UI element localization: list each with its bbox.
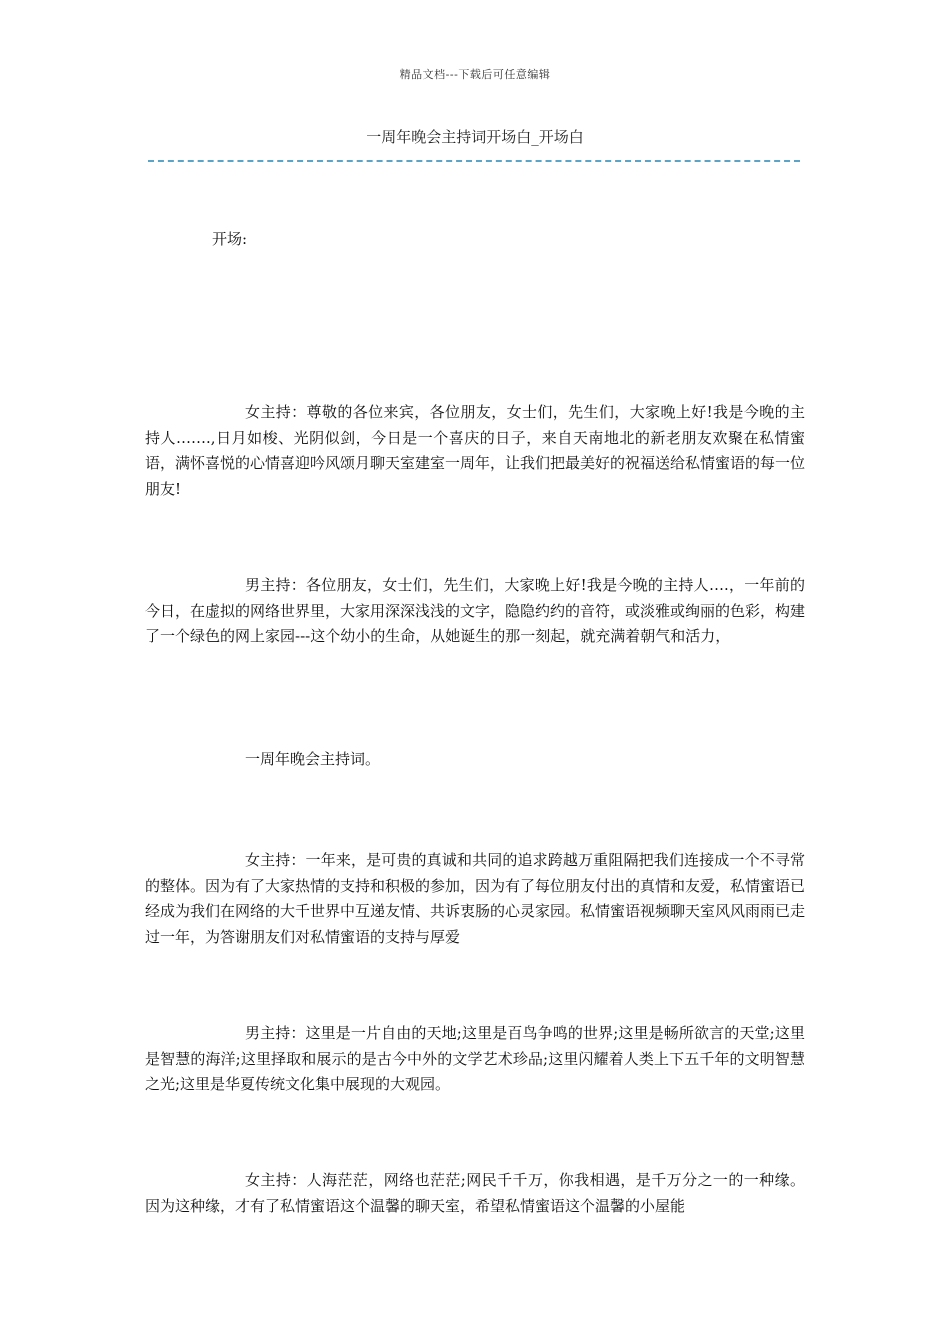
paragraph-male-host-2: 男主持：这里是一片自由的天地;这里是百鸟争鸣的世界;这里是畅所欲言的天堂;这里是智慧的海洋;这里择取和展示的是古今中外的文学艺术珍品;这里闪耀着人类上下五千年的文明智慧之光;这里是华夏传统文化集中展现的大观园。 [145, 1024, 805, 1093]
document-title: 一周年晚会主持词开场白_开场白 [366, 128, 584, 146]
header-note: 精品文档---下载后可任意编辑 [399, 68, 551, 81]
title-divider [148, 160, 800, 162]
paragraph-female-host-3: 女主持：人海茫茫，网络也茫茫;网民千千万，你我相遇，是千万分之一的一种缘。因为这种缘，才有了私情蜜语这个温馨的聊天室，希望私情蜜语这个温馨的小屋能 [145, 1171, 805, 1215]
paragraph-female-host-1: 女主持：尊敬的各位来宾，各位朋友，女士们，先生们，大家晚上好!我是今晚的主持人…….,日月如梭、光阴似剑，今日是一个喜庆的日子，来自天南地北的新老朋友欢聚在私情蜜语，满怀喜悦的心情喜迎吟风颂月聊天室建室一周年，让我们把最美好的祝福送给私情蜜语的每一位朋友! [145, 403, 806, 498]
paragraph-subtitle: 一周年晚会主持词。 [245, 750, 381, 768]
paragraph-female-host-2: 女主持：一年来，是可贵的真诚和共同的追求跨越万重阻隔把我们连接成一个不寻常的整体。因为有了大家热情的支持和积极的参加，因为有了每位朋友付出的真情和友爱，私情蜜语已经成为我们在网络的大千世界中互递友情、共诉衷肠的心灵家园。私情蜜语视频聊天室风风雨雨已走过一年，为答谢朋友们对私情蜜语的支持与厚爱 [145, 851, 806, 946]
section-label: 开场: [212, 230, 248, 248]
paragraph-male-host-1: 男主持：各位朋友，女士们，先生们，大家晚上好!我是今晚的主持人….，一年前的今日，在虚拟的网络世界里，大家用深深浅浅的文字，隐隐约约的音符，或淡雅或绚丽的色彩，构建了一个绿色的网上家园---这个幼小的生命，从她诞生的那一刻起，就充满着朝气和活力， [145, 576, 806, 645]
